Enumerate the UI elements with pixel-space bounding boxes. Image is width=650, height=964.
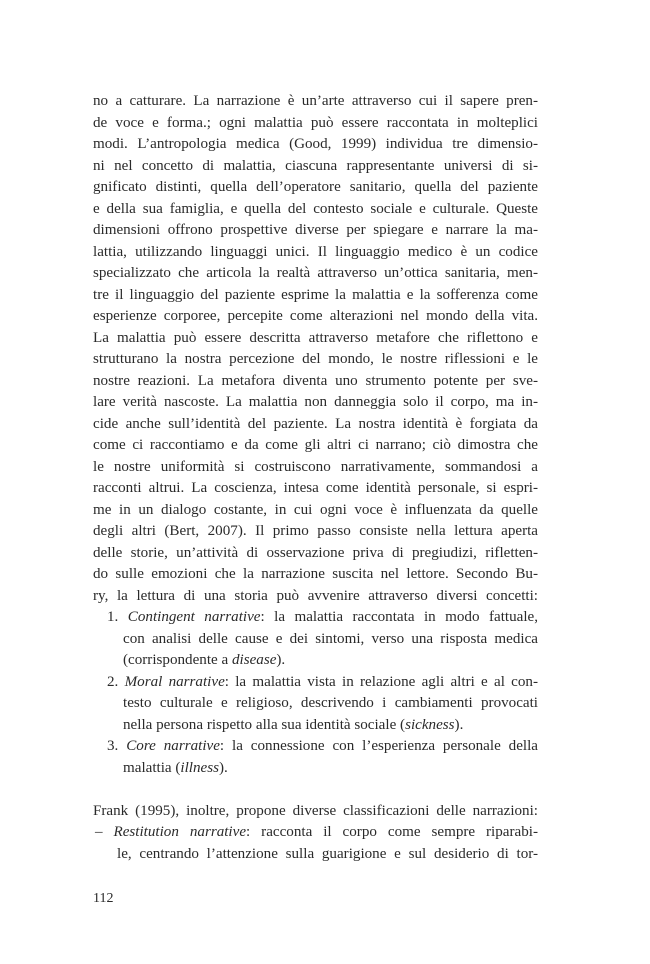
text-line: modi. L’antropologia medica (Good, 1999) individua tre dimensio- <box>93 136 538 152</box>
list-number: 2. <box>107 673 119 690</box>
list-term: Moral narrative <box>124 673 225 690</box>
text-line: e della sua famiglia, e quella del contesto sociale e culturale. Queste <box>93 200 538 217</box>
paragraph-spacer <box>93 779 538 801</box>
list-term: Restitution narrative <box>113 824 247 840</box>
body-text <box>93 91 538 865</box>
list-term: illness <box>180 759 219 776</box>
text-line: de voce e forma.; ogni malattia può essere raccontata in molteplici <box>93 114 538 131</box>
dash-item-line-2: le, centrando l’attenzione sulla guarigione e sul desiderio di tor- <box>117 845 538 862</box>
text-line: lare verità nascoste. La malattia non danneggia solo il corpo, ma in- <box>93 394 538 410</box>
list-term: sickness <box>405 716 455 733</box>
list-text: ). <box>276 652 286 668</box>
page-number: 112 <box>93 891 114 906</box>
dash-item-line-1 <box>93 822 538 844</box>
list-item-1-line-3 <box>93 650 538 672</box>
list-text: nella persona rispetto alla sua identità sociale ( <box>123 716 406 733</box>
text-line: me in un dialogo costante, in cui ogni voce è influenzata da quelle <box>93 501 538 518</box>
list-text: : la malattia vista in relazione agli altri e al con- <box>224 673 538 690</box>
text-line: le nostre uniformità si costruiscono narrativamente, sommandosi a <box>93 458 538 475</box>
text-line: cide anche sull’identità del paziente. La nostra identità è forgiata da <box>93 415 538 432</box>
text-line: lattia, utilizzando linguaggi unici. Il linguaggio medico è un codice <box>93 243 538 260</box>
text-line: tre il linguaggio del paziente esprime la malattia e la sofferenza come <box>93 286 538 303</box>
list-item-1-line-2: con analisi delle cause e dei sintomi, verso una risposta medica <box>123 630 538 647</box>
list-term: Core narrative <box>126 738 220 754</box>
text-line: gnificato distinti, quella dell’operatore sanitario, quella del paziente <box>93 179 538 195</box>
text-line: ry, la lettura di una storia può avvenire attraverso diversi concetti: <box>93 587 538 604</box>
text-line: specializzato che articola la realtà attraverso un’ottica sanitaria, men- <box>93 265 538 281</box>
text-line: delle storie, un’attività di osservazione priva di pregiudizi, rifletten- <box>93 544 538 561</box>
list-number: 3. <box>107 738 119 754</box>
text-line: come ci raccontiamo e da come gli altri ci narrano; ciò dimostra che <box>93 437 538 453</box>
text-line: no a catturare. La narrazione è un’arte attraverso cui il sapere pren- <box>93 93 538 109</box>
text-line: racconti altrui. La coscienza, intesa come identità personale, si espri- <box>93 480 538 496</box>
list-item-3-line-1 <box>93 736 538 758</box>
list-term: disease <box>231 652 277 668</box>
list-item-2-line-2: testo culturale e religioso, descrivendo i cambiamenti provocati <box>123 695 538 711</box>
text-line: esperienze corporee, percepite come alterazioni nel mondo della vita. <box>93 308 538 324</box>
list-item-1-line-1 <box>93 607 538 629</box>
list-text: malattia ( <box>123 759 181 776</box>
list-text: ). <box>219 759 228 776</box>
list-item-2-line-3 <box>93 715 538 737</box>
text-line: nostre reazioni. La metafora diventa uno strumento potente per sve- <box>93 372 538 389</box>
text-line: degli altri (Bert, 2007). Il primo passo consiste nella lettura aperta <box>93 523 538 539</box>
list-text: (corrispondente a <box>123 652 232 668</box>
list-text: ). <box>454 716 464 733</box>
text-line: dimensioni offrono prospettive diverse per spiegare e narrare la ma- <box>93 222 538 238</box>
list-text: : racconta il corpo come sempre riparabi- <box>246 824 538 840</box>
text-line: Frank (1995), inoltre, propone diverse classificazioni delle narrazioni: <box>93 802 538 819</box>
text-line: strutturano la nostra percezione del mondo, le nostre riflessioni e le <box>93 351 538 367</box>
list-number: 1. <box>107 609 119 625</box>
list-item-2-line-1 <box>93 672 538 694</box>
text-line: ni nel concetto di malattia, ciascuna rappresentante universi di si- <box>93 157 538 174</box>
list-term: Contingent narrative <box>127 609 261 625</box>
list-text: : la malattia raccontata in modo fattuale, <box>260 609 538 625</box>
text-line: do sulle emozioni che la narrazione suscita nel lettore. Secondo Bu- <box>93 566 538 582</box>
text-line: La malattia può essere descritta attraverso metafore che riflettono e <box>93 329 538 346</box>
list-text: : la connessione con l’esperienza personale della <box>219 738 538 754</box>
list-item-3-line-2 <box>93 758 538 780</box>
dash-marker: – <box>95 824 103 840</box>
